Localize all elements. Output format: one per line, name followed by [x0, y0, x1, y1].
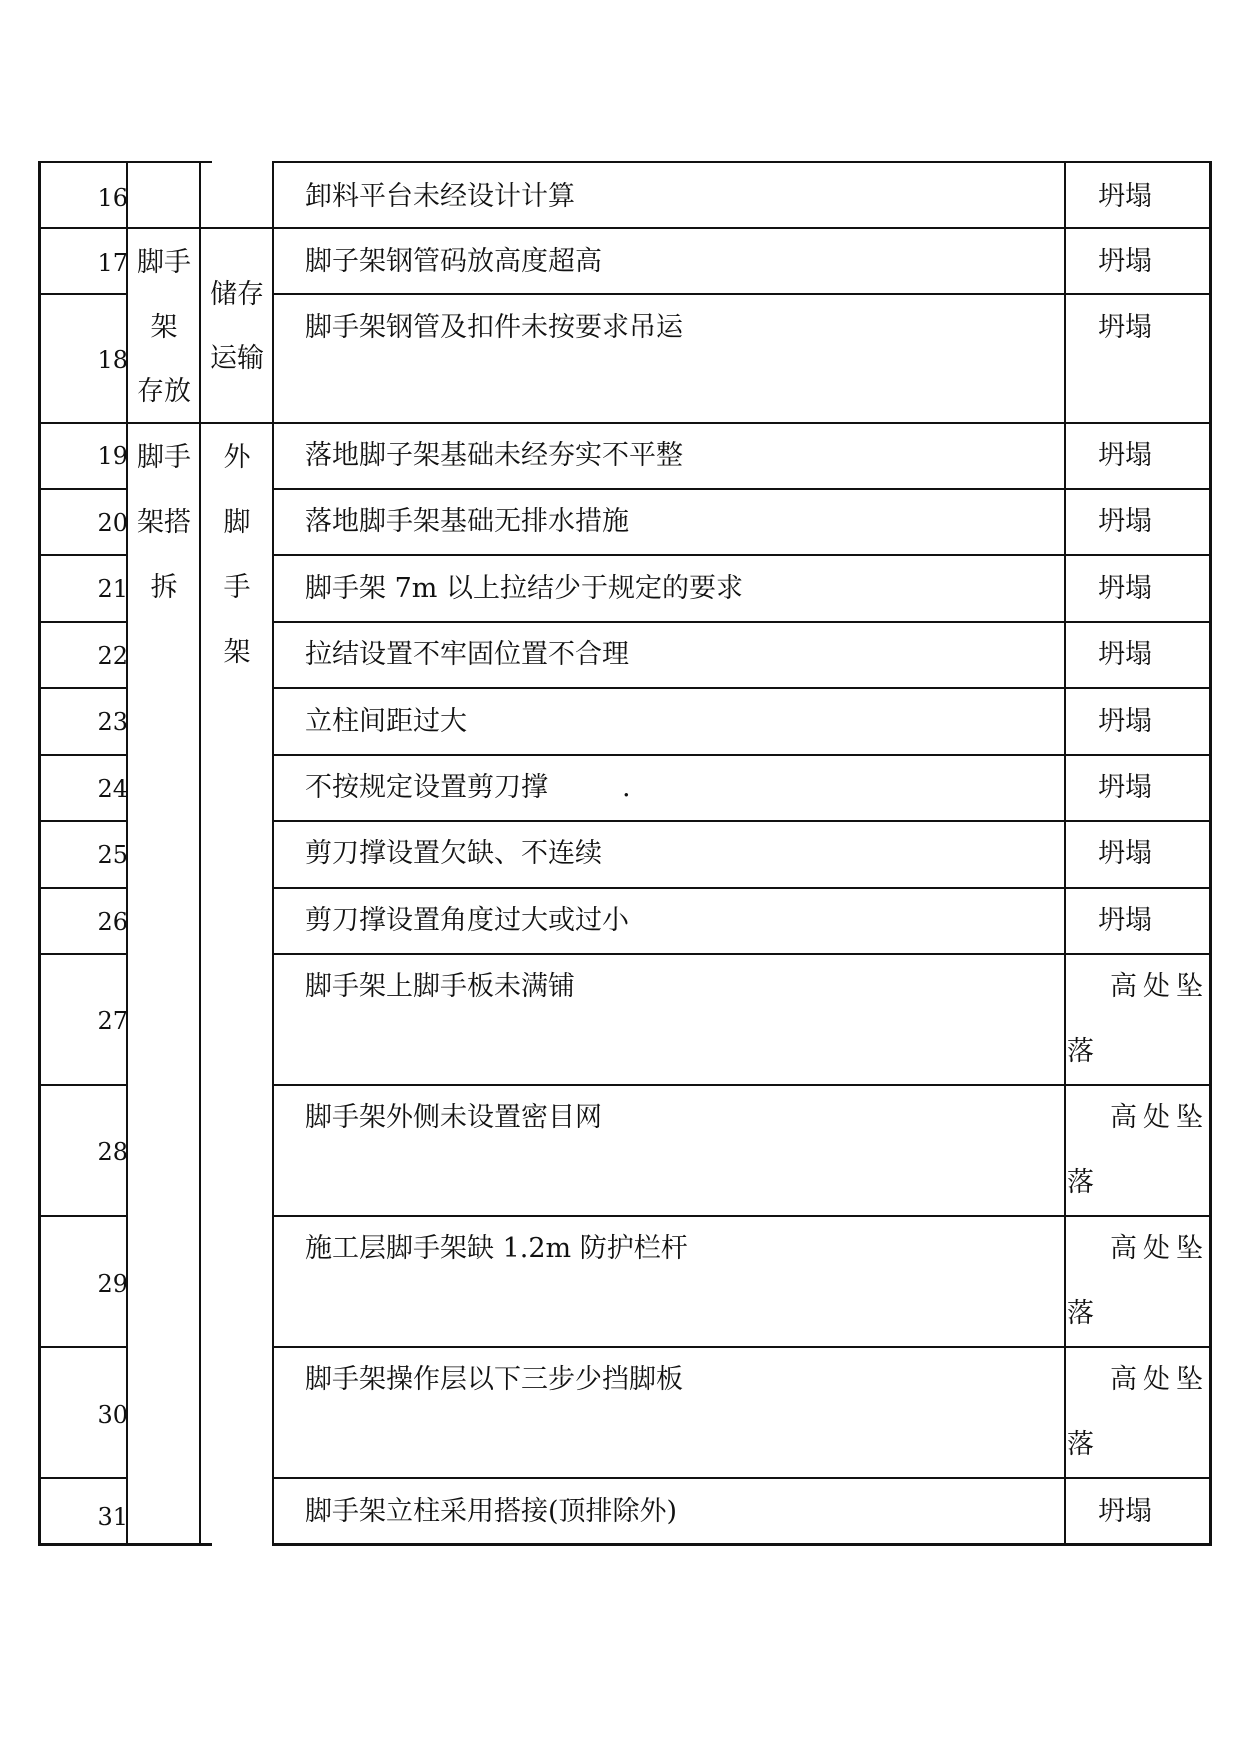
row-number: 21 — [97, 575, 128, 603]
hazard-description: 脚手架 7m 以上拉结少于规定的要求 — [305, 573, 743, 604]
hazard-result: 坍塌 — [1098, 905, 1152, 936]
hazard-result: 坍塌 — [1098, 706, 1152, 737]
row-number: 26 — [97, 908, 128, 936]
row-number: 17 — [97, 249, 128, 277]
row-number: 19 — [97, 442, 128, 470]
row-number: 18 — [97, 346, 128, 374]
hazard-description: 脚手架上脚手板未满铺 — [305, 971, 575, 1002]
hazard-result: 坍塌 — [1098, 181, 1152, 212]
subcategory-text: 架 — [223, 637, 251, 668]
category-text: 拆 — [150, 572, 178, 603]
hazard-result: 坍塌 — [1098, 506, 1152, 537]
row-number: 23 — [97, 708, 128, 736]
hazard-description: 脚手架操作层以下三步少挡脚板 — [305, 1364, 683, 1395]
hazard-description: 拉结设置不牢固位置不合理 — [305, 639, 629, 670]
hazard-result: 高处坠 — [1110, 1102, 1209, 1133]
hazard-result: 高处坠 — [1110, 971, 1209, 1002]
hazard-description: 剪刀撑设置角度过大或过小 — [305, 905, 629, 936]
hazard-result: 高处坠 — [1110, 1364, 1209, 1395]
category-text: 架 — [150, 312, 178, 343]
hazard-description: 卸料平台未经设计计算 — [305, 181, 575, 212]
row-number: 28 — [97, 1138, 128, 1166]
row-number: 25 — [97, 841, 128, 869]
row-number: 16 — [97, 184, 128, 212]
category-text: 存放 — [137, 376, 191, 407]
row-number: 30 — [97, 1401, 128, 1429]
hazard-result-cont: 落 — [1067, 1429, 1094, 1460]
row-number: 31 — [97, 1503, 128, 1531]
hazard-result-cont: 落 — [1067, 1298, 1094, 1329]
category-text: 脚手 — [137, 442, 191, 473]
hazard-result: 高处坠 — [1110, 1233, 1209, 1264]
subcategory-text: 脚 — [223, 507, 251, 538]
stray-mark: . — [622, 772, 631, 803]
row-number: 22 — [97, 642, 128, 670]
hazard-result: 坍塌 — [1098, 246, 1152, 277]
hazard-description: 剪刀撑设置欠缺、不连续 — [305, 838, 602, 869]
subcategory-text: 运输 — [210, 343, 264, 374]
hazard-description: 脚手架立柱采用搭接(顶排除外) — [305, 1496, 678, 1527]
category-text: 脚手 — [137, 247, 191, 278]
row-number: 24 — [97, 775, 128, 803]
hazard-result: 坍塌 — [1098, 1496, 1152, 1527]
subcategory-text: 储存 — [210, 279, 264, 310]
hazard-result-cont: 落 — [1067, 1036, 1094, 1067]
hazard-description: 脚手架钢管及扣件未按要求吊运 — [305, 312, 683, 343]
hazard-result: 坍塌 — [1098, 312, 1152, 343]
hazard-result-cont: 落 — [1067, 1167, 1094, 1198]
hazard-result: 坍塌 — [1098, 639, 1152, 670]
row-number: 27 — [97, 1007, 128, 1035]
hazard-description: 落地脚子架基础未经夯实不平整 — [305, 440, 683, 471]
hazard-description: 落地脚手架基础无排水措施 — [305, 506, 629, 537]
hazard-result: 坍塌 — [1098, 838, 1152, 869]
category-text: 架搭 — [137, 507, 191, 538]
hazard-description: 脚手架外侧未设置密目网 — [305, 1102, 602, 1133]
hazard-result: 坍塌 — [1098, 573, 1152, 604]
hazard-description: 不按规定设置剪刀撑 — [305, 772, 548, 803]
hazard-description: 脚子架钢管码放高度超高 — [305, 246, 602, 277]
hazard-result: 坍塌 — [1098, 440, 1152, 471]
hazard-description: 施工层脚手架缺 1.2m 防护栏杆 — [305, 1233, 688, 1264]
subcategory-text: 手 — [223, 572, 251, 603]
subcategory-text: 外 — [223, 442, 251, 473]
row-number: 29 — [97, 1270, 128, 1298]
hazard-description: 立柱间距过大 — [305, 706, 467, 737]
row-number: 20 — [97, 509, 128, 537]
hazard-result: 坍塌 — [1098, 772, 1152, 803]
